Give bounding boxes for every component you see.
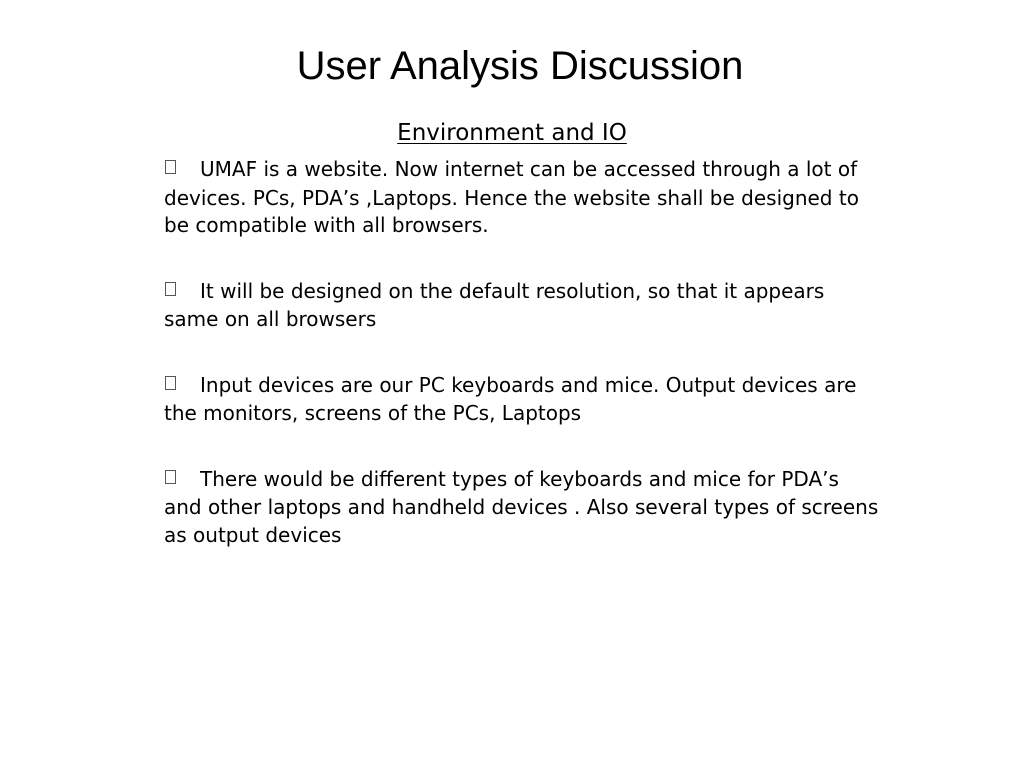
- bullet-text: Input devices are our PC keyboards and mice. Output devices are the monitors, screens of the PCs, Laptops: [164, 372, 857, 425]
- bullet-item: [164, 466, 879, 550]
- slide-subtitle: Environment and IO: [397, 120, 627, 146]
- bullet-item: [164, 372, 879, 428]
- bullet-text: It will be designed on the default resolution, so that it appears same on all browsers: [164, 278, 825, 331]
- bullet-item: [164, 156, 879, 240]
- missing-glyph-box-icon: [164, 157, 200, 185]
- missing-glyph-box-icon: [164, 373, 200, 401]
- bullet-list: [164, 156, 879, 549]
- missing-glyph-box-icon: [164, 467, 200, 495]
- missing-glyph-box-icon: [164, 279, 200, 307]
- bullet-text: There would be different types of keyboards and mice for PDA’s and other laptops and handheld devices . Also several types of screens as output devices: [164, 466, 879, 547]
- slide-title: User Analysis Discussion: [296, 44, 744, 88]
- bullet-item: [164, 278, 879, 334]
- bullet-text: UMAF is a website. Now internet can be accessed through a lot of devices. PCs, PDA’s ,Laptops. Hence the website shall be designed to be compatible with all browsers.: [164, 157, 859, 237]
